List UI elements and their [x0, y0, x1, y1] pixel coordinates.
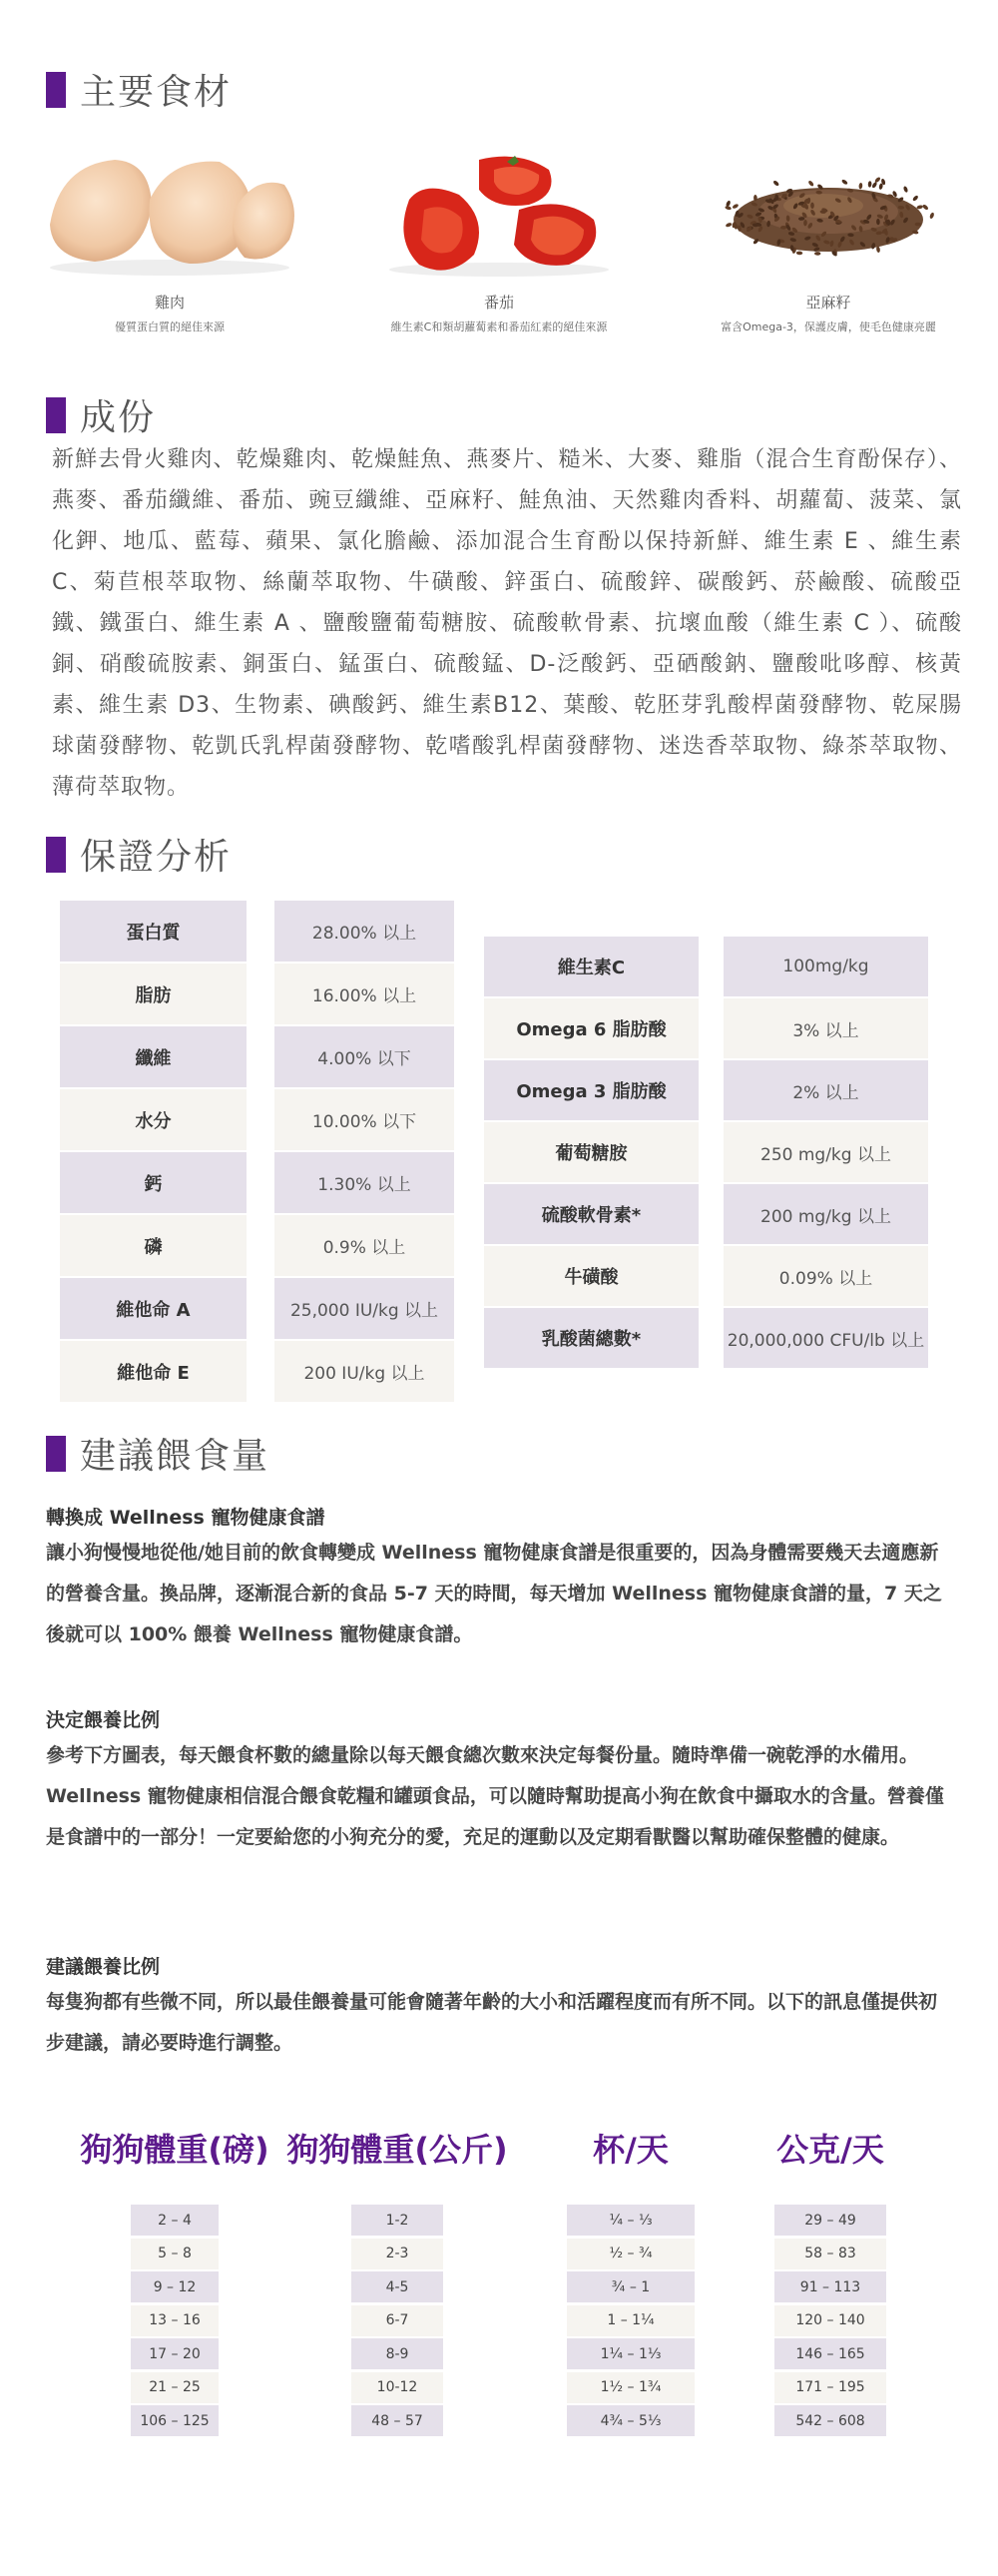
- analysis-value: 200 mg/kg 以上: [724, 1184, 928, 1244]
- flaxseed-image: [699, 140, 958, 280]
- ingredient-name: 番茄: [483, 294, 514, 312]
- feeding-text-ratio: 參考下方圖表，每天餵食杯數的總量除以每天餵食總次數來決定每餐份量。隨時準備一碗乾淨的水備用。Wellness 寵物健康相信混合餵食乾糧和罐頭食品，可以隨時幫助提高小狗在飲食中攝取水的含量。營養僅是食譜中的一部分！一定要給您的小狗充分的愛，充足的運動以及定期看獸醫以幫助確保整體的健康。: [46, 1744, 944, 1848]
- feeding-cell: 10-12: [351, 2372, 443, 2403]
- feeding-title: [46, 1428, 269, 1479]
- analysis-label: 維他命 A: [60, 1278, 247, 1339]
- feeding-column-header: 狗狗體重(磅): [80, 2131, 269, 2169]
- analysis-label: 脂肪: [60, 964, 247, 1024]
- composition-title: [46, 389, 156, 440]
- feeding-cell: 13 – 16: [131, 2305, 219, 2336]
- analysis-value: 28.00% 以上: [274, 901, 454, 962]
- feeding-heading-ratio: 決定餵養比例: [46, 1709, 161, 1731]
- feeding-cell: 542 – 608: [774, 2405, 886, 2436]
- analysis-value: 4.00% 以下: [274, 1026, 454, 1087]
- analysis-label: 維生素C: [484, 937, 699, 996]
- analysis-label: 乳酸菌總數*: [484, 1308, 699, 1368]
- composition-title-text: 成份: [80, 397, 157, 438]
- feeding-cell: 2 – 4: [131, 2205, 219, 2236]
- analysis-label: 磷: [60, 1215, 247, 1276]
- feeding-heading-transition: 轉換成 Wellness 寵物健康食譜: [46, 1507, 325, 1529]
- feeding-title-text: 建議餵食量: [80, 1436, 270, 1477]
- ingredient-tomato: [369, 140, 629, 334]
- analysis-label: 維他命 E: [60, 1341, 247, 1402]
- composition-text: 新鮮去骨火雞肉、乾燥雞肉、乾燥鮭魚、燕麥片、糙米、大麥、雞脂（混合生育酚保存）、燕麥、番茄纖維、番茄、豌豆纖維、亞麻籽、鮭魚油、天然雞肉香料、胡蘿蔔、菠菜、氯化鉀、地瓜、藍莓、蘋果、氯化膽鹼、添加混合生育酚以保持新鮮、維生素 E 、維生素C、菊苣根萃取物、絲蘭萃取物、牛磺酸、鋅蛋白、硫酸鋅、碳酸鈣、菸鹼酸、硫酸亞鐵、鐵蛋白、維生素 A 、鹽酸鹽葡萄糖胺、硫酸軟骨素、抗壞血酸（維生素 C ）、硫酸銅、硝酸硫胺素、銅蛋白、錳蛋白、硫酸錳、D-泛酸鈣、亞硒酸鈉、鹽酸吡哆醇、核黃素、維生素 D3、生物素、碘酸鈣、維生素B12、葉酸、乾胚芽乳酸桿菌發酵物、乾屎腸球菌發酵物、乾凱氏乳桿菌發酵物、乾嗜酸乳桿菌發酵物、迷迭香萃取物、綠茶萃取物、薄荷萃取物。: [52, 447, 962, 800]
- analysis-label: Omega 6 脂肪酸: [484, 998, 699, 1058]
- title-accent-bar: [46, 1436, 66, 1472]
- feeding-cell: 48 – 57: [351, 2405, 443, 2436]
- feeding-cell: 58 – 83: [774, 2239, 886, 2269]
- feeding-cell: 2-3: [351, 2239, 443, 2269]
- feeding-cell: 120 – 140: [774, 2305, 886, 2336]
- analysis-value: 20,000,000 CFU/lb 以上: [724, 1308, 928, 1368]
- title-accent-bar: [46, 397, 66, 433]
- feeding-cell: 146 – 165: [774, 2338, 886, 2369]
- analysis-value: 0.9% 以上: [274, 1215, 454, 1276]
- analysis-label: 鈣: [60, 1152, 247, 1213]
- feeding-text-transition: 讓小狗慢慢地從他/她目前的飲食轉變成 Wellness 寵物健康食譜是很重要的，因為身體需要幾天去適應新的營養含量。換品牌，逐漸混合新的食品 5-7 天的時間，每天增加 Wellness 寵物健康食譜的量，7 天之後就可以 100% 餵養 Wellness 寵物健康食譜。: [46, 1542, 942, 1645]
- ingredient-desc: 優質蛋白質的絕佳來源: [115, 321, 225, 333]
- ingredient-name: 雞肉: [154, 294, 185, 312]
- analysis-title-text: 保證分析: [80, 837, 233, 878]
- feeding-column-header: 狗狗體重(公斤): [286, 2131, 508, 2169]
- analysis-value: 3% 以上: [724, 998, 928, 1058]
- analysis-label: 纖維: [60, 1026, 247, 1087]
- feeding-cell: 1 – 1¼: [567, 2305, 695, 2336]
- feeding-cell: 1¼ – 1⅓: [567, 2338, 695, 2369]
- feeding-cell: 8-9: [351, 2338, 443, 2369]
- feeding-cell: ¼ – ⅓: [567, 2205, 695, 2236]
- chicken-image: [40, 140, 299, 280]
- analysis-value: 16.00% 以上: [274, 964, 454, 1024]
- feeding-cell: 1-2: [351, 2205, 443, 2236]
- analysis-label: 水分: [60, 1089, 247, 1150]
- feeding-column-header: 杯/天: [593, 2131, 669, 2169]
- ingredient-desc: 富含Omega-3，保護皮膚，使毛色健康亮麗: [721, 321, 936, 333]
- feeding-text-suggested: 每隻狗都有些微不同，所以最佳餵養量可能會隨著年齡的大小和活躍程度而有所不同。以下的訊息僅提供初步建議，請必要時進行調整。: [46, 1991, 938, 2054]
- analysis-value: 0.09% 以上: [724, 1246, 928, 1306]
- title-accent-bar: [46, 837, 66, 873]
- analysis-value: 100mg/kg: [724, 937, 928, 996]
- analysis-label: 葡萄糖胺: [484, 1122, 699, 1182]
- feeding-cell: 4-5: [351, 2271, 443, 2302]
- analysis-value: 1.30% 以上: [274, 1152, 454, 1213]
- feeding-cell: 21 – 25: [131, 2372, 219, 2403]
- feeding-cell: 5 – 8: [131, 2239, 219, 2269]
- analysis-label: 蛋白質: [60, 901, 247, 962]
- feeding-cell: 171 – 195: [774, 2372, 886, 2403]
- analysis-label: 硫酸軟骨素*: [484, 1184, 699, 1244]
- feeding-cell: 4¾ – 5⅓: [567, 2405, 695, 2436]
- feeding-cell: ½ – ¾: [567, 2239, 695, 2269]
- analysis-value: 2% 以上: [724, 1060, 928, 1120]
- analysis-value: 200 IU/kg 以上: [274, 1341, 454, 1402]
- analysis-value: 25,000 IU/kg 以上: [274, 1278, 454, 1339]
- ingredient-flaxseed: [699, 140, 958, 334]
- feeding-cell: 91 – 113: [774, 2271, 886, 2302]
- feeding-cell: 29 – 49: [774, 2205, 886, 2236]
- feeding-column-header: 公克/天: [776, 2131, 884, 2169]
- feeding-cell: 6-7: [351, 2305, 443, 2336]
- analysis-title: [46, 829, 232, 880]
- feeding-heading-suggested: 建議餵養比例: [46, 1956, 161, 1978]
- title-accent-bar: [46, 72, 66, 108]
- ingredient-desc: 維生素C和類胡蘿蔔素和番茄紅素的絕佳來源: [390, 321, 608, 333]
- ingredients-title: [46, 64, 232, 115]
- analysis-value: 250 mg/kg 以上: [724, 1122, 928, 1182]
- ingredient-chicken: [40, 140, 299, 334]
- analysis-label: Omega 3 脂肪酸: [484, 1060, 699, 1120]
- feeding-cell: 1½ – 1¾: [567, 2372, 695, 2403]
- tomato-image: [369, 140, 629, 280]
- ingredient-name: 亞麻籽: [805, 294, 851, 312]
- feeding-cell: 17 – 20: [131, 2338, 219, 2369]
- feeding-cell: 106 – 125: [131, 2405, 219, 2436]
- analysis-label: 牛磺酸: [484, 1246, 699, 1306]
- ingredients-title-text: 主要食材: [80, 72, 233, 113]
- feeding-cell: 9 – 12: [131, 2271, 219, 2302]
- analysis-value: 10.00% 以下: [274, 1089, 454, 1150]
- feeding-cell: ¾ – 1: [567, 2271, 695, 2302]
